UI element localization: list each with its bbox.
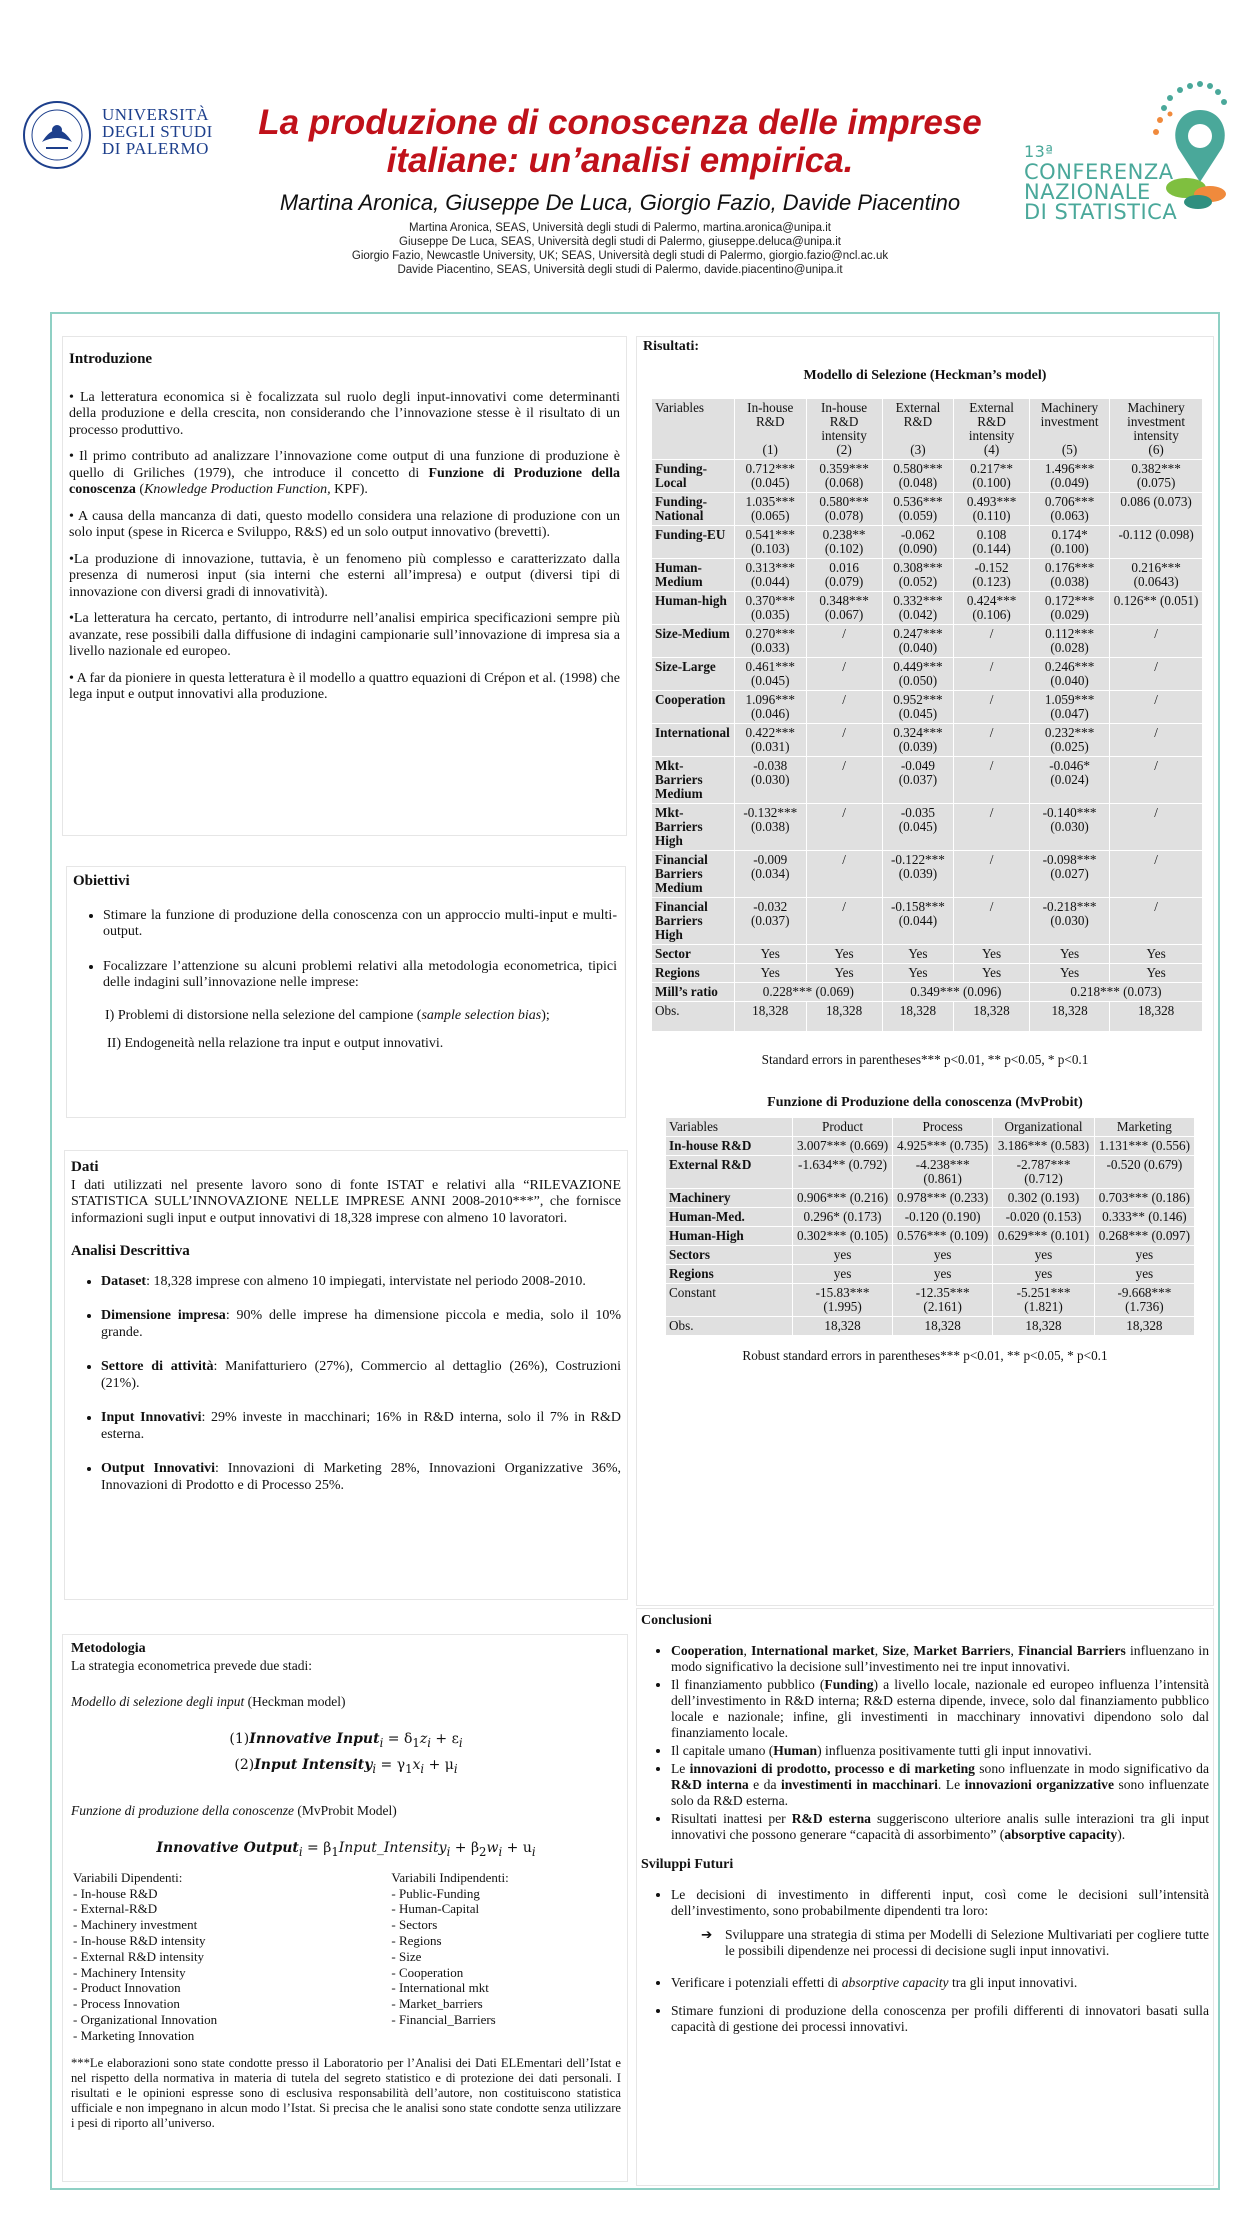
table-cell: / — [806, 804, 882, 851]
table-cell: 1.131*** (0.556) — [1094, 1137, 1194, 1156]
table-cell: Yes — [806, 964, 882, 983]
table-header-cell: Process — [893, 1118, 993, 1137]
list-item: • Stimare funzioni di produzione della conoscenza per profili differenti di innovatori basati sulla capacità di gestione dei processi innovativi. — [671, 2003, 1209, 2035]
table-cell: / — [806, 691, 882, 724]
authors: Martina Aronica, Giuseppe De Luca, Giorgio Fazio, Davide Piacentino — [279, 190, 961, 215]
table-row-label: External R&D — [666, 1156, 793, 1189]
table-row — [652, 898, 1203, 945]
table-cell: Yes — [806, 945, 882, 964]
intro-paragraph: • La letteratura economica si è focalizzata sul ruolo degli input-innovativi come determinanti della produzione e della crescita, non considerando che l’innovazione stesse è il risultato di un processo produttivo. — [69, 389, 620, 438]
intro-paragraph: •La letteratura ha cercato, pertanto, di introdurre nell’analisi empirica specificazioni sempre più avanzate, rese possibili dalla diffusione di indagini campionarie sull’innovazione di impresa sia a livello nazionale ed europeo. — [69, 611, 620, 659]
analisi-title: Analisi Descrittiva — [71, 1243, 190, 1259]
list-item: • Il capitale umano (Human) influenza positivamente tutti gli input innovativi. — [671, 1743, 1209, 1759]
table-cell: -0.098*** (0.027) — [1029, 851, 1109, 898]
sviluppi-list — [641, 1887, 1209, 2035]
table-cell: Yes — [954, 945, 1030, 964]
list-item: • Verificare i potenziali effetti di absorptive capacity tra gli input innovativi. — [671, 1975, 1209, 1991]
university-seal-icon — [22, 100, 92, 170]
table-row — [652, 460, 1203, 493]
table-cell: -2.787*** (0.712) — [993, 1156, 1095, 1189]
table-row — [652, 724, 1203, 757]
table-cell: -12.35*** (2.161) — [893, 1284, 993, 1317]
table-cell: -0.120 (0.190) — [893, 1208, 993, 1227]
obiettivi-title: Obiettivi — [73, 873, 130, 889]
table-cell: 18,328 — [893, 1317, 993, 1336]
table-row — [652, 658, 1203, 691]
table-cell: 0.108 (0.144) — [954, 526, 1030, 559]
list-item: • Cooperation, International market, Size, Market Barriers, Financial Barriers influenzano in modo significativo la decisione sull’investimento nei tre input innovativi. — [671, 1643, 1209, 1675]
table-cell: / — [1110, 691, 1203, 724]
table-cell: / — [954, 757, 1030, 804]
list-item: • Dimensione impresa: 90% delle imprese ha dimensione piccola e media, solo il 10% grande. — [101, 1308, 621, 1341]
table-row-label: Human-high — [652, 592, 735, 625]
table1-note: Standard errors in parentheses*** p<0.01, ** p<0.05, * p<0.1 — [761, 1052, 1089, 1067]
table-cell: / — [954, 898, 1030, 945]
table-cell: / — [1110, 658, 1203, 691]
table-cell: Yes — [1110, 964, 1203, 983]
intro-title: Introduzione — [69, 351, 153, 367]
table-cell: 0.461*** (0.045) — [735, 658, 807, 691]
table-cell: Yes — [882, 945, 954, 964]
dati-title: Dati — [71, 1159, 99, 1175]
table-header-cell: Variables — [652, 399, 735, 460]
table-cell: 18,328 — [954, 1002, 1030, 1032]
table-row-label: Regions — [652, 964, 735, 983]
table-cell: 0.270*** (0.033) — [735, 625, 807, 658]
table-cell: -15.83*** (1.995) — [793, 1284, 893, 1317]
table-cell: / — [1110, 804, 1203, 851]
table-cell: 0.216*** (0.0643) — [1110, 559, 1203, 592]
table-cell: / — [1110, 851, 1203, 898]
table-cell: 1.496*** (0.049) — [1029, 460, 1109, 493]
table-cell: Yes — [882, 964, 954, 983]
table-cell: -0.062 (0.090) — [882, 526, 954, 559]
table-cell: -0.520 (0.679) — [1094, 1156, 1194, 1189]
table-cell: yes — [1094, 1246, 1194, 1265]
risultati-title: Risultati: — [643, 339, 699, 354]
intro-paragraph: •La produzione di innovazione, tuttavia, è un fenomeno più complesso e caratterizzato dalla presenza di numerosi input (sia interni che esterni all’impresa) e output (diversi tipi di innovazione con diversi gradi di innovatività). — [69, 551, 620, 600]
table-cell: 18,328 — [882, 1002, 954, 1032]
table-cell: 0.176*** (0.038) — [1029, 559, 1109, 592]
table-cell: Yes — [1029, 964, 1109, 983]
table-cell: / — [954, 658, 1030, 691]
table-row-label: Size-Large — [652, 658, 735, 691]
table-header-cell: In-house R&D intensity (2) — [806, 399, 882, 460]
table-row-label: Human-High — [666, 1227, 793, 1246]
table-cell: yes — [993, 1246, 1095, 1265]
table-cell: 0.126** (0.051) — [1110, 592, 1203, 625]
table-cell: / — [954, 625, 1030, 658]
table-cell: 18,328 — [806, 1002, 882, 1032]
list-item: • Settore di attività: Manifatturiero (27%), Commercio al dettaglio (26%), Costruzioni (21%). — [101, 1359, 621, 1392]
table-row — [666, 1284, 1195, 1317]
table-row-label: Size-Medium — [652, 625, 735, 658]
table-cell: 0.332*** (0.042) — [882, 592, 954, 625]
table-row — [652, 493, 1203, 526]
table-row-label: Sector — [652, 945, 735, 964]
table-header-row — [652, 399, 1203, 460]
table-cell: -0.158*** (0.044) — [882, 898, 954, 945]
table-cell: / — [806, 724, 882, 757]
table-cell: 0.016 (0.079) — [806, 559, 882, 592]
table-row — [666, 1156, 1195, 1189]
table-cell: 0.422*** (0.031) — [735, 724, 807, 757]
table-row — [652, 964, 1203, 983]
table-row — [666, 1189, 1195, 1208]
table-cell: / — [954, 724, 1030, 757]
table-row — [652, 592, 1203, 625]
table-cell: 0.370*** (0.035) — [735, 592, 807, 625]
table-cell: -0.046* (0.024) — [1029, 757, 1109, 804]
table-cell: 0.246*** (0.040) — [1029, 658, 1109, 691]
table-header-cell: External R&D (3) — [882, 399, 954, 460]
table-cell: 0.541*** (0.103) — [735, 526, 807, 559]
table-header-cell: External R&D intensity (4) — [954, 399, 1030, 460]
table2-caption: Funzione di Produzione della conoscenza (MvProbit) — [767, 1094, 1083, 1110]
variables-columns — [73, 1870, 621, 2044]
equation-2: (2)Input Intensity$_i$ = $\gamma_1x_i + \mu_i$ — [234, 1756, 458, 1776]
table-header-cell: Product — [793, 1118, 893, 1137]
heckman-table — [651, 398, 1203, 1032]
table-cell: -9.668*** (1.736) — [1094, 1284, 1194, 1317]
table-cell: 18,328 — [1110, 1002, 1203, 1032]
table-cell: yes — [793, 1246, 893, 1265]
table-cell: 0.238** (0.102) — [806, 526, 882, 559]
table-cell: Mill’s ratio — [652, 983, 735, 1002]
table-cell: 0.333** (0.146) — [1094, 1208, 1194, 1227]
table-cell: 0.218*** (0.073) — [1029, 983, 1202, 1002]
table-cell: 0.424*** (0.106) — [954, 592, 1030, 625]
table-cell: Yes — [735, 945, 807, 964]
table-cell: 0.217** (0.100) — [954, 460, 1030, 493]
table-cell: -0.132*** (0.038) — [735, 804, 807, 851]
table-cell: / — [954, 691, 1030, 724]
table-cell: 0.174* (0.100) — [1029, 526, 1109, 559]
table-cell: 0.308*** (0.052) — [882, 559, 954, 592]
table-cell: 0.268*** (0.097) — [1094, 1227, 1194, 1246]
table-row-label: Machinery — [666, 1189, 793, 1208]
table-cell: -0.032 (0.037) — [735, 898, 807, 945]
list-item: • Focalizzare l’attenzione su alcuni problemi relativi alla metodologia econometrica, tipici delle indagini sull’innovazione nelle imprese: I) Problemi di distorsione nella selezione del campione (sample selection bias); — [103, 959, 617, 1025]
independent-variables: Variabili Indipendenti: - Public-Funding - Human-Capital - Sectors - Regions - Size - Cooperation - International mkt - Market_barriers - Financial_Barriers — [391, 1870, 621, 2044]
table-cell: 1.059*** (0.047) — [1029, 691, 1109, 724]
table-row-label: Cooperation — [652, 691, 735, 724]
table-header-row — [666, 1118, 1195, 1137]
conclusioni-list — [641, 1643, 1209, 1843]
table-cell: 0.580*** (0.048) — [882, 460, 954, 493]
table-cell: 0.086 (0.073) — [1110, 493, 1203, 526]
table-header-cell: In-house R&D (1) — [735, 399, 807, 460]
table-cell: 0.112*** (0.028) — [1029, 625, 1109, 658]
sub-item: I) Problemi di distorsione nella selezione del campione (sample selection bias); — [105, 1007, 550, 1023]
metodologia-intro: La strategia econometrica prevede due stadi: — [71, 1657, 313, 1673]
table-cell: 0.906*** (0.216) — [793, 1189, 893, 1208]
table-row-label: Constant — [666, 1284, 793, 1317]
table-cell: -1.634** (0.792) — [793, 1156, 893, 1189]
sviluppi-title: Sviluppi Futuri — [641, 1857, 734, 1872]
table-row-label: Sectors — [666, 1246, 793, 1265]
university-name: UNIVERSITÀ DEGLI STUDI DI PALERMO — [102, 105, 213, 158]
table-cell: / — [806, 625, 882, 658]
table-cell: 0.712*** (0.045) — [735, 460, 807, 493]
table-cell: Yes — [1110, 945, 1203, 964]
table-row-label: Financial Barriers High — [652, 898, 735, 945]
table-cell: Yes — [1029, 945, 1109, 964]
intro-paragraph: • Il primo contributo ad analizzare l’innovazione come output di una funzione di produzione è quello di Griliches (1979), che introduce il concetto di Funzione di Produzione della conoscenza (Knowledge Production Function, KPF). — [69, 449, 621, 497]
table-row-label: Funding-EU — [652, 526, 735, 559]
table-cell: 3.186*** (0.583) — [993, 1137, 1095, 1156]
table-row — [652, 625, 1203, 658]
list-item: • Stimare la funzione di produzione della conoscenza con un approccio multi-input e multi-output. — [103, 908, 617, 941]
table-cell: / — [1110, 757, 1203, 804]
table-row — [652, 1002, 1203, 1032]
table-cell: -0.020 (0.153) — [993, 1208, 1095, 1227]
table-cell: 0.449*** (0.050) — [882, 658, 954, 691]
table-cell: / — [806, 898, 882, 945]
table-row-label: Human-Medium — [652, 559, 735, 592]
conference-name: 13ª CONFERENZA NAZIONALE DI STATISTICA — [1024, 142, 1178, 224]
table-cell: 0.228*** (0.069) — [735, 983, 883, 1002]
intro-section — [62, 336, 627, 836]
table-cell: 3.007*** (0.669) — [793, 1137, 893, 1156]
equation-3: Innovative Output$_i$ = $\beta_1Input\_Intensity_i + \beta_2w_i + u_i$ — [156, 1839, 536, 1859]
table-header-cell: Organizational — [993, 1118, 1095, 1137]
dati-text: I dati utilizzati nel presente lavoro sono di fonte ISTAT e relativi alla “RILEVAZIONE STATISTICA SULL’INNOVAZIONE NELLE IMPRESE ANNI 2008-2010***”, che fornisce informazioni sugli input e output innovativi di 18,328 imprese con almeno 10 lavoratori. — [71, 1177, 621, 1226]
table-row-label: Funding-National — [652, 493, 735, 526]
table-cell: 18,328 — [1094, 1317, 1194, 1336]
arrow-icon: ➔ — [701, 1927, 713, 1942]
table-cell: -5.251*** (1.821) — [993, 1284, 1095, 1317]
table-cell: 0.302 (0.193) — [993, 1189, 1095, 1208]
table-header-cell: Variables — [666, 1118, 793, 1137]
table-cell: yes — [793, 1265, 893, 1284]
table-cell: yes — [893, 1246, 993, 1265]
metodologia-title: Metodologia — [71, 1641, 146, 1656]
table-row — [666, 1208, 1195, 1227]
table-cell: 0.359*** (0.068) — [806, 460, 882, 493]
table-cell: Yes — [735, 964, 807, 983]
table-cell: -0.140*** (0.030) — [1029, 804, 1109, 851]
equation-1: (1)Innovative Input$_i$ = $\delta_1z_i + \varepsilon_i$ — [229, 1730, 463, 1750]
table-cell: / — [1110, 625, 1203, 658]
table-cell: 0.302*** (0.105) — [793, 1227, 893, 1246]
table-row — [652, 983, 1203, 1002]
dependent-list: - In-house R&D - External-R&D - Machinery investment - In-house R&D intensity - External R&D intensity - Machinery Intensity - Product Innovation - Process Innovation - Organizational Innovation - Marketing Innovation — [73, 1885, 218, 2043]
table-cell: yes — [1094, 1265, 1194, 1284]
table-cell: 0.296* (0.173) — [793, 1208, 893, 1227]
conclusioni-title: Conclusioni — [641, 1613, 712, 1628]
intro-paragraph: • A far da pioniere in questa letteratura è il modello a quattro equazioni di Crépon et al. (1998) che lega input e output innovativi alla produzione. — [69, 670, 620, 702]
table-row — [666, 1246, 1195, 1265]
table-row — [652, 559, 1203, 592]
table-row — [666, 1265, 1195, 1284]
poster-title: La produzione di conoscenza delle imprese italiane: un’analisi empirica. — [258, 103, 982, 180]
table-cell: 0.232*** (0.025) — [1029, 724, 1109, 757]
table-row — [666, 1317, 1195, 1336]
conclusioni-section — [636, 1608, 1214, 2186]
table-row-label: Regions — [666, 1265, 793, 1284]
table-cell: 18,328 — [735, 1002, 807, 1032]
footnote: ***Le elaborazioni sono state condotte presso il Laboratorio per l’Analisi dei Dati ELEmentari dell’Istat e nel rispetto della normativa in materia di tutela del segreto statistico e di protezione dei dati personali. I risultati e le opinioni espresse sono di esclusiva responsabilità dell’autore, non costituiscono statistica ufficiale e non impegnano in alcun modo l’Istat. Si precisa che le analisi sono state condotte senza utilizzare i pesi di riporto all’universo. — [71, 2055, 621, 2130]
table-cell: 0.629*** (0.101) — [993, 1227, 1095, 1246]
table-header-cell: Machinery investment (5) — [1029, 399, 1109, 460]
table-header-cell: Marketing — [1094, 1118, 1194, 1137]
table-cell: 0.313*** (0.044) — [735, 559, 807, 592]
dependent-variables: Variabili Dipendenti: - In-house R&D - External-R&D - Machinery investment - In-house R&D intensity - External R&D intensity - Machinery Intensity - Product Innovation - Process Innovation - Organizational Innovation - Marketing Innovation — [73, 1870, 391, 2044]
table-row-label: International — [652, 724, 735, 757]
table-cell: / — [806, 757, 882, 804]
table-row-label: Mkt-Barriers High — [652, 804, 735, 851]
table-cell: 0.706*** (0.063) — [1029, 493, 1109, 526]
table-cell: 1.096*** (0.046) — [735, 691, 807, 724]
table-row-label: Funding-Local — [652, 460, 735, 493]
table-cell: 0.382*** (0.075) — [1110, 460, 1203, 493]
table-cell: -0.152 (0.123) — [954, 559, 1030, 592]
table-cell: 0.952*** (0.045) — [882, 691, 954, 724]
sub-item: ➔ Sviluppare una strategia di stima per Modelli di Selezione Multivariati per cogliere tutte le possibili dipendenze nei processi di decisione sugli input innovativi. — [701, 1927, 1209, 1958]
table-cell: / — [1110, 724, 1203, 757]
table-row — [652, 851, 1203, 898]
selection-model-label: Modello di selezione degli input (Heckman model) — [71, 1694, 346, 1709]
table-cell: 0.172*** (0.029) — [1029, 592, 1109, 625]
table-row-label: In-house R&D — [666, 1137, 793, 1156]
table-cell: 0.580*** (0.078) — [806, 493, 882, 526]
table-cell: / — [806, 658, 882, 691]
table-cell: 0.247*** (0.040) — [882, 625, 954, 658]
obiettivi-section — [66, 866, 626, 1118]
table-cell: 18,328 — [993, 1317, 1095, 1336]
independent-list: - Public-Funding - Human-Capital - Sectors - Regions - Size - Cooperation - International mkt - Market_barriers - Financial_Barriers — [391, 1885, 496, 2028]
poster-header — [0, 0, 1260, 300]
table-cell: -0.112 (0.098) — [1110, 526, 1203, 559]
table-row — [652, 804, 1203, 851]
sub-item: II) Endogeneità nella relazione tra input e output innovativi. — [107, 1036, 444, 1051]
conference-logo — [1010, 70, 1240, 240]
table-cell: / — [954, 851, 1030, 898]
intro-paragraph: • A causa della mancanza di dati, questo modello considera una relazione di produzione con un solo input (spese in Ricerca e Sviluppo, R&S) ed un solo output innovativo (brevetti). — [69, 508, 620, 540]
table-cell: Obs. — [652, 1002, 735, 1032]
table-row — [666, 1137, 1195, 1156]
table-cell: / — [954, 804, 1030, 851]
list-item: • Le decisioni di investimento in differenti input, così come le decisioni sull’intensità dell’investimento, sono probabilmente dipendenti tra loro: ➔ Sviluppare una strategia di stima per Modelli di Selezione Multivariati per cogliere tutte le possibili dipendenze nei processi di decisione sugli input innovativi. — [671, 1887, 1209, 1959]
table-cell: -0.218*** (0.030) — [1029, 898, 1109, 945]
table-cell: 0.576*** (0.109) — [893, 1227, 993, 1246]
metodologia-section — [62, 1634, 628, 2182]
table-cell: 0.324*** (0.039) — [882, 724, 954, 757]
table-cell: yes — [893, 1265, 993, 1284]
list-item: • Input Innovativi: 29% investe in macchinari; 16% in R&D interna, solo il 7% in R&D esterna. — [101, 1410, 621, 1443]
list-item: • Il finanziamento pubblico (Funding) a livello locale, nazionale ed europeo influenza l’intensità dell’investimento in R&D interna; R&D esterna dipende, invece, solo dal finanziamento pubblico locale e nazionale; infine, gli investimenti in macchinary innovativi dipendono solo dal finanziamento locale. — [671, 1677, 1209, 1741]
table-row — [652, 757, 1203, 804]
table-cell: 0.493*** (0.110) — [954, 493, 1030, 526]
table-row-label: Human-Med. — [666, 1208, 793, 1227]
table-cell: yes — [993, 1265, 1095, 1284]
table-row — [652, 945, 1203, 964]
table-cell: Yes — [954, 964, 1030, 983]
university-logo — [22, 100, 232, 170]
table-cell: 0.349*** (0.096) — [882, 983, 1029, 1002]
table2-note: Robust standard errors in parentheses*** p<0.01, ** p<0.05, * p<0.1 — [742, 1348, 1108, 1363]
kpf-model-label: Funzione di produzione della conoscenze (MvProbit Model) — [71, 1803, 397, 1819]
table-header-cell: Machinery investment intensity (6) — [1110, 399, 1203, 460]
table-cell: 18,328 — [1029, 1002, 1109, 1032]
table-cell: 4.925*** (0.735) — [893, 1137, 993, 1156]
mvprobit-table — [665, 1117, 1195, 1336]
analisi-list — [71, 1274, 621, 1495]
table-row — [652, 691, 1203, 724]
table-cell: -0.049 (0.037) — [882, 757, 954, 804]
risultati-section — [636, 336, 1214, 1606]
table-row-label: Obs. — [666, 1317, 793, 1336]
table-row-label: Mkt-Barriers Medium — [652, 757, 735, 804]
table-cell: -4.238*** (0.861) — [893, 1156, 993, 1189]
table-cell: -0.035 (0.045) — [882, 804, 954, 851]
table-cell: / — [1110, 898, 1203, 945]
affiliations: Martina Aronica, SEAS, Università degli studi di Palermo, martina.aronica@unipa.it Giuseppe De Luca, SEAS, Università degli studi di Palermo, giuseppe.deluca@unipa.it Giorgio Fazio, Newcastle University, UK; SEAS, Università degli studi di Palermo, giorgio.fazio@ncl.ac.uk Davide Piacentino, SEAS, Università degli studi di Palermo, davide.piacentino@unipa.it — [351, 222, 889, 276]
table-row — [666, 1227, 1195, 1246]
list-item: • Le innovazioni di prodotto, processo e di marketing sono influenzate in modo significativo da R&D interna e da investimenti in macchinari. Le innovazioni organizzative sono influenzate solo da R&D esterna. — [671, 1761, 1209, 1809]
list-item: • Risultati inattesi per R&D esterna suggeriscono ulteriore analis sulle interazioni tra gli input innovativi che possono generare “capacità di assorbimento” (absorptive capacity). — [671, 1811, 1209, 1843]
dati-section — [64, 1150, 628, 1600]
table-body — [666, 1137, 1195, 1336]
table-cell: 0.703*** (0.186) — [1094, 1189, 1194, 1208]
list-item: • Output Innovativi: Innovazioni di Marketing 28%, Innovazioni Organizzative 36%, Innovazioni di Prodotto e di Processo 25%. — [101, 1461, 621, 1494]
table-cell: -0.122*** (0.039) — [882, 851, 954, 898]
table-cell: 1.035*** (0.065) — [735, 493, 807, 526]
table-cell: 0.348*** (0.067) — [806, 592, 882, 625]
table-cell: / — [806, 851, 882, 898]
table-cell: -0.009 (0.034) — [735, 851, 807, 898]
table1-caption: Modello di Selezione (Heckman’s model) — [803, 367, 1047, 383]
table-cell: 0.978*** (0.233) — [893, 1189, 993, 1208]
table-body — [652, 460, 1203, 983]
table-cell: 0.536*** (0.059) — [882, 493, 954, 526]
obiettivi-list — [73, 908, 617, 1025]
list-item: • Dataset: 18,328 imprese con almeno 10 impiegati, intervistate nel periodo 2008-2010. — [101, 1274, 621, 1291]
table-row-label: Financial Barriers Medium — [652, 851, 735, 898]
table-cell: -0.038 (0.030) — [735, 757, 807, 804]
table-cell: 18,328 — [793, 1317, 893, 1336]
table-row — [652, 526, 1203, 559]
